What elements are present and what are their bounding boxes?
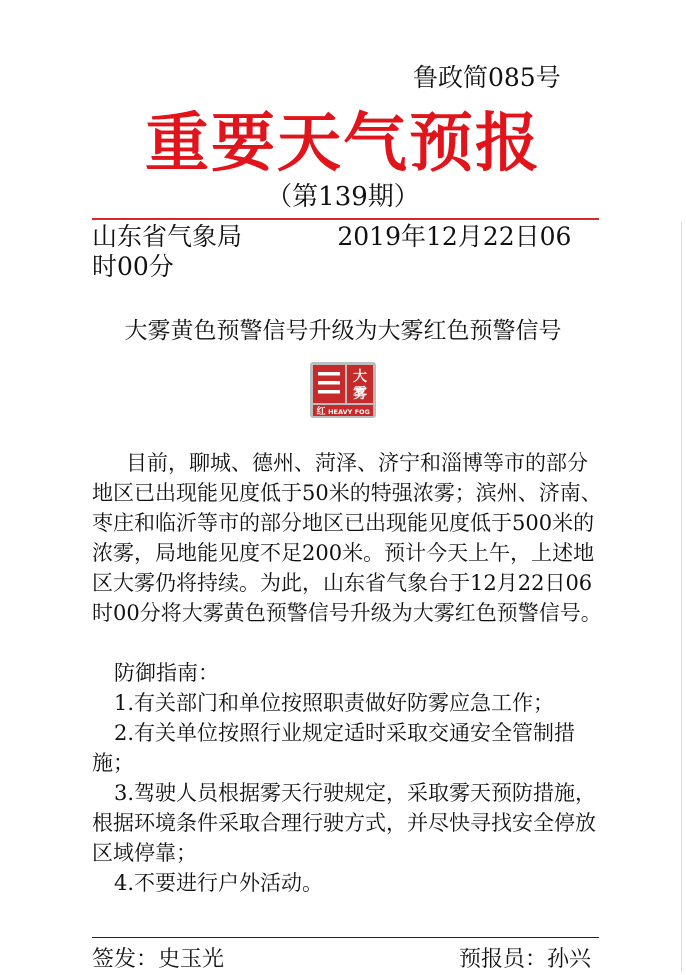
guide-item-4: 4.不要进行户外活动。 [114,871,324,895]
footer-divider [92,937,599,938]
heavy-fog-red-warning-icon [309,361,377,419]
page-edge [681,222,682,972]
guide-item-3: 3.驾驶人员根据雾天行驶规定，采取雾天预防措施，根据环境条件采取合理行驶方式，并尽快寻找安全停放区域停靠； [92,781,597,865]
forecaster: 预报员：孙兴 [459,947,592,972]
signer: 签发：史玉光 [92,947,225,972]
issuer-date-line: 山东省气象局 2019年12月22日06 [92,222,572,251]
issue-number: （第139期） [266,182,420,212]
warning-body [92,448,602,898]
icon-english-label: HEAVY FOG [328,408,370,416]
icon-char-bottom: 雾 [353,386,367,402]
issuer-date-line-wrap: 时00分 [92,252,174,281]
guide-item-2: 2.有关单位按照行业规定适时采取交通安全管制措施； [92,721,576,775]
main-title: 重要天气预报 [145,107,541,181]
fog-signal-graphic [309,361,377,419]
icon-level-char: 红 [316,407,326,417]
warning-paragraph: 目前，聊城、德州、菏泽、济宁和淄博等市的部分地区已出现能见度低于50米的特强浓雾；滨州、济南、枣庄和临沂等市的部分地区已出现能见度低于500米的浓雾，局地能见度不足200米。预计今天上午，上述地区大雾仍将持续。为此，山东省气象台于12月22日06时00分将大雾黄色预警信号升级为大雾红色预警信号。 [92,451,602,625]
guide-title: 防御指南： [114,661,219,685]
red-divider [92,218,599,220]
document-number: 鲁政简085号 [413,63,561,92]
warning-title: 大雾黄色预警信号升级为大雾红色预警信号 [124,318,562,344]
icon-char-top: 大 [353,369,367,385]
guide-item-1: 1.有关部门和单位按照职责做好防雾应急工作； [114,691,555,715]
